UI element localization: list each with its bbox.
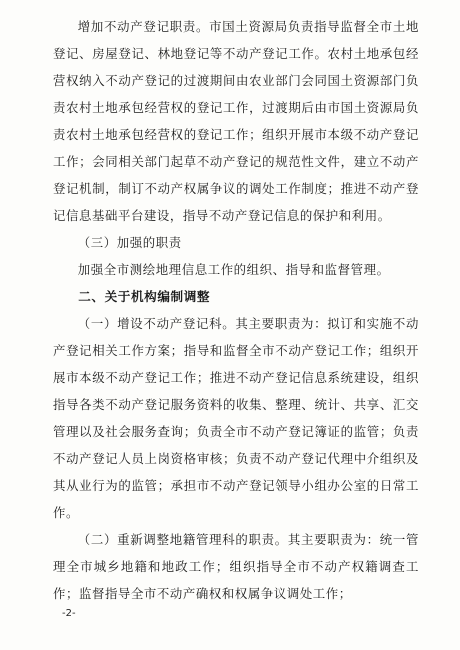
paragraph-new-registration-section: （一）增设不动产登记科。其主要职责为：拟订和实施不动产登记相关工作方案；指导和监督全市不动产登记工作；组织开展市本级不动产登记工作；推进不动产登记信息系统建设，组织指导各类不动产登记服务资料的收集、整理、统计、共享、汇交管理以及社会服务查询；负责全市不动产登记簿证的监管；负责不动产登记人员上岗资格审核；负责不动产登记代理中介组织及其从业行为的监管；承担市不动产登记领导小组办公室的日常工作。 — [53, 316, 419, 520]
paragraph-cadastral-section: （二）重新调整地籍管理科的职责。其主要职责为：统一管理全市城乡地籍和地政工作；组织指导全市不动产权籍调查工作；监督指导全市不动产确权和权属争议调处工作； — [53, 532, 419, 601]
paragraph-surveying-duties: 加强全市测绘地理信息工作的组织、指导和监督管理。 — [77, 262, 390, 277]
paragraph-registration-duties: 增加不动产登记职责。市国土资源局负责指导监督全市土地登记、房屋登记、林地登记等不动产登记工作。农村土地承包经营权纳入不动产登记的过渡期间由农业部门会同国土资源部门负责农村土地承包经营权的登记工作，过渡期后由市国土资源局负责农村土地承包经营权的登记工作；组织开展市本级不动产登记工作；会同相关部门起草不动产登记的规范性文件，建立不动产登记机制，制订不动产权属争议的调处工作制度；推进不动产登记信息基础平台建设，指导不动产登记信息的保护和利用。 — [53, 19, 419, 223]
page-number: -2- — [62, 608, 76, 619]
subheading-strengthened-duties: （三）加强的职责 — [77, 235, 182, 250]
section-heading-organization-adjustment: 二、关于机构编制调整 — [78, 289, 211, 304]
document-body — [53, 13, 419, 607]
